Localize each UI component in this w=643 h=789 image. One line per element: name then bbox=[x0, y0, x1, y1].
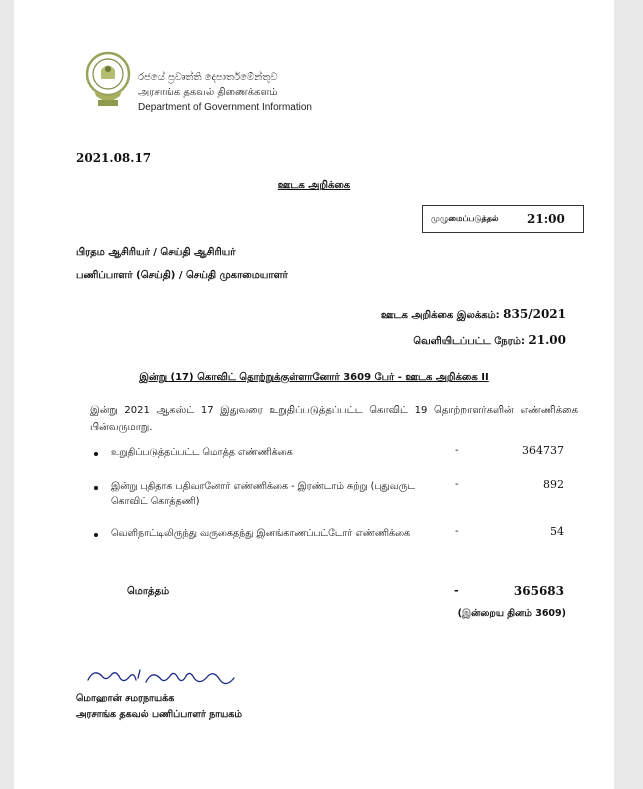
total-label: மொத்தம் bbox=[127, 586, 170, 597]
release-time-label: வெளியிடப்பட்ட நேரம்: bbox=[413, 336, 525, 347]
item-label: இன்று புதிதாக பதிவானோர் எண்ணிக்கை - இரண்டாம் சுற்று (புதுவருட கொவிட் கொத்தணி) bbox=[111, 481, 416, 507]
item-label: வெளிநாட்டிலிருந்து வருகைதந்து இனங்காணப்பட்டோர் எண்ணிக்கை bbox=[111, 528, 411, 539]
bullet-icon bbox=[94, 533, 98, 537]
release-number-label: ஊடக அறிக்கை இலக்கம்: bbox=[380, 310, 500, 321]
release-number-value: 835/2021 bbox=[503, 307, 566, 321]
total-value: 365683 bbox=[513, 584, 564, 598]
handwritten-signature bbox=[84, 664, 244, 694]
release-time-value: 21.00 bbox=[528, 333, 566, 347]
release-number-row bbox=[381, 307, 566, 322]
letterhead-english: Department of Government Information bbox=[138, 102, 312, 113]
bullet-icon bbox=[94, 452, 98, 456]
item-dash: - bbox=[455, 526, 459, 537]
today-count-note: (இன்றைய தினம் 3609) bbox=[457, 608, 566, 619]
recipient-line: பணிப்பாளர் (செய்தி) / செய்தி முகாமையாளர் bbox=[76, 270, 288, 281]
item-value: 364737 bbox=[522, 444, 564, 457]
item-dash: - bbox=[455, 445, 459, 456]
item-value: 892 bbox=[543, 478, 564, 491]
document-heading: ஊடக அறிக்கை bbox=[277, 180, 351, 191]
release-date: 2021.08.17 bbox=[76, 151, 152, 165]
embargo-label: முழுமைப்படுத்தல் bbox=[431, 214, 499, 223]
signatory-position: அரசாங்க தகவல் பணிப்பாளர் நாயகம் bbox=[76, 709, 243, 720]
bullet-icon bbox=[94, 486, 98, 490]
signatory-name: மொஹான் சமரநாயக்க bbox=[76, 693, 175, 704]
item-value: 54 bbox=[550, 525, 564, 538]
embargo-time: 21:00 bbox=[527, 212, 565, 226]
total-dash: - bbox=[454, 584, 459, 597]
recipient-line: பிரதம ஆசிரியர் / செய்தி ஆசிரியர் bbox=[76, 247, 236, 258]
intro-paragraph: இன்று 2021 ஆகஸ்ட் 17 இதுவரை உறுதிப்படுத்தப்பட்ட கொவிட் 19 தொற்றாளர்களின் எண்ணிக்கை பின்வருமாறு. bbox=[90, 405, 578, 433]
letterhead-tamil: அரசாங்க தகவல் திணைக்களம் bbox=[138, 87, 278, 98]
press-release-page bbox=[14, 0, 614, 789]
release-time-row bbox=[413, 333, 566, 348]
embargo-box bbox=[422, 205, 584, 233]
letterhead-sinhala: රජයේ ප්‍රවෘත්ති දෙපාර්තමේන්තුව bbox=[138, 72, 278, 83]
government-emblem-icon bbox=[84, 50, 132, 112]
item-label: உறுதிப்படுத்தப்பட்ட மொத்த எண்ணிக்கை bbox=[111, 447, 293, 458]
release-title: இன்று (17) கொவிட் தொற்றுக்குள்ளானோர் 3609 பேர் - ஊடக அறிக்கை II bbox=[139, 372, 489, 383]
item-dash: - bbox=[455, 479, 459, 490]
